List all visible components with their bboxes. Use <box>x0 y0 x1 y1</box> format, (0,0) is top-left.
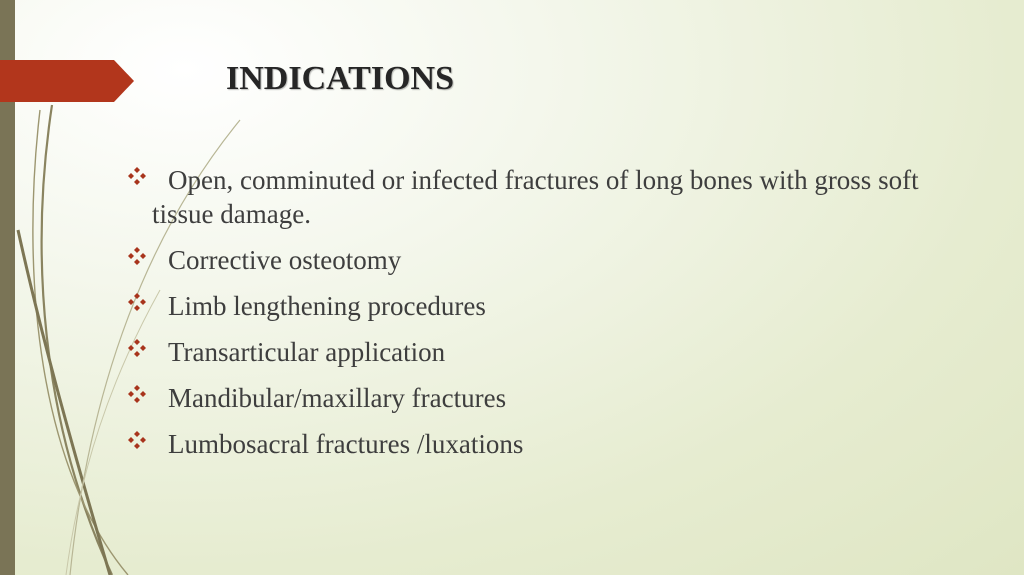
diamond-cluster-bullet-icon <box>127 166 147 186</box>
diamond-cluster-bullet-icon <box>127 292 147 312</box>
list-item-text: Limb lengthening procedures <box>168 291 486 321</box>
diamond-cluster-bullet-icon <box>127 384 147 404</box>
list-item-text: Corrective osteotomy <box>168 245 402 275</box>
list-item-text: Open, comminuted or infected fractures of long bones with gross soft <box>168 165 919 195</box>
title-accent-arrow <box>0 60 134 102</box>
list-item <box>127 335 1007 369</box>
diamond-cluster-bullet-icon <box>127 246 147 266</box>
list-item-text-continued: tissue damage. <box>152 199 311 229</box>
list-item <box>127 381 1007 415</box>
diamond-cluster-bullet-icon <box>127 430 147 450</box>
indications-list <box>127 163 1007 473</box>
list-item <box>127 427 1007 461</box>
list-item-text: Transarticular application <box>168 337 446 367</box>
list-item-text: Mandibular/maxillary fractures <box>168 383 507 413</box>
list-item-text: Lumbosacral fractures /luxations <box>168 429 524 459</box>
list-item <box>127 289 1007 323</box>
diamond-cluster-bullet-icon <box>127 338 147 358</box>
slide-title: INDICATIONS <box>226 60 454 97</box>
list-item <box>127 163 1007 231</box>
list-item <box>127 243 1007 277</box>
